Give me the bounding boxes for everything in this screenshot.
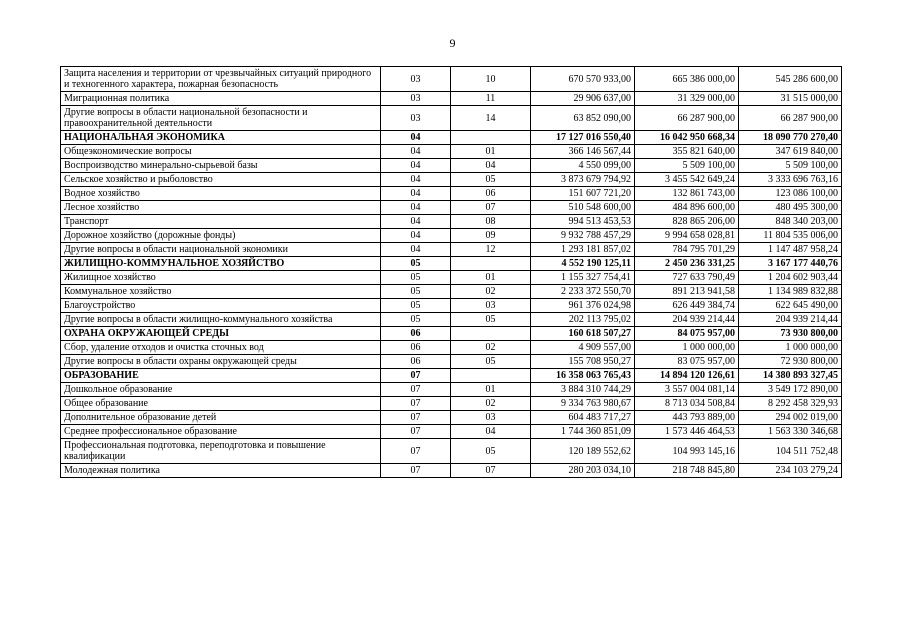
amount-year-1: 1 744 360 851,09 [531,425,635,439]
amount-year-1: 604 483 717,27 [531,411,635,425]
section-code: 06 [381,341,451,355]
amount-year-1: 670 570 933,00 [531,67,635,92]
table-row [61,355,842,369]
section-code: 05 [381,271,451,285]
row-name: ОБРАЗОВАНИЕ [61,369,381,383]
row-name: Коммунальное хозяйство [61,285,381,299]
table-row [61,173,842,187]
amount-year-1: 3 884 310 744,29 [531,383,635,397]
amount-year-3: 848 340 203,00 [739,215,842,229]
amount-year-3: 1 204 602 903,44 [739,271,842,285]
amount-year-1: 9 932 788 457,29 [531,229,635,243]
section-code: 07 [381,425,451,439]
amount-year-1: 510 548 600,00 [531,201,635,215]
subsection-code: 08 [451,215,531,229]
row-name: Другие вопросы в области национальной экономики [61,243,381,257]
amount-year-2: 83 075 957,00 [635,355,739,369]
amount-year-3: 234 103 279,24 [739,464,842,478]
amount-year-1: 120 189 552,62 [531,439,635,464]
subsection-code: 05 [451,439,531,464]
amount-year-2: 66 287 900,00 [635,106,739,131]
row-name: Общее образование [61,397,381,411]
table-row [61,397,842,411]
subsection-code: 05 [451,355,531,369]
section-total-row [61,257,842,271]
amount-year-1: 280 203 034,10 [531,464,635,478]
amount-year-2: 443 793 889,00 [635,411,739,425]
amount-year-1: 16 358 063 765,43 [531,369,635,383]
subsection-code: 01 [451,383,531,397]
amount-year-3: 1 134 989 832,88 [739,285,842,299]
budget-table [60,66,842,478]
row-name: Общеэкономические вопросы [61,145,381,159]
table-row [61,243,842,257]
amount-year-1: 366 146 567,44 [531,145,635,159]
row-name: Среднее профессиональное образование [61,425,381,439]
section-code: 04 [381,187,451,201]
row-name: Защита населения и территории от чрезвычайных ситуаций природного и техногенного характера, пожарная безопасность [61,67,381,92]
section-code: 07 [381,397,451,411]
row-name: Дошкольное образование [61,383,381,397]
section-code: 04 [381,201,451,215]
section-code: 07 [381,411,451,425]
amount-year-2: 484 896 600,00 [635,201,739,215]
table-row [61,229,842,243]
amount-year-1: 1 293 181 857,02 [531,243,635,257]
amount-year-3: 8 292 458 329,93 [739,397,842,411]
amount-year-3: 622 645 490,00 [739,299,842,313]
table-row [61,425,842,439]
amount-year-3: 5 509 100,00 [739,159,842,173]
table-row [61,285,842,299]
row-name: Лесное хозяйство [61,201,381,215]
amount-year-3: 347 619 840,00 [739,145,842,159]
amount-year-2: 132 861 743,00 [635,187,739,201]
amount-year-2: 14 894 120 126,61 [635,369,739,383]
section-total-row [61,131,842,145]
amount-year-2: 828 865 206,00 [635,215,739,229]
row-name: Молодежная политика [61,464,381,478]
amount-year-2: 355 821 640,00 [635,145,739,159]
amount-year-2: 31 329 000,00 [635,92,739,106]
table-row [61,271,842,285]
amount-year-1: 151 607 721,20 [531,187,635,201]
amount-year-3: 14 380 893 327,45 [739,369,842,383]
amount-year-3: 204 939 214,44 [739,313,842,327]
table-row [61,299,842,313]
table-row [61,106,842,131]
amount-year-2: 1 000 000,00 [635,341,739,355]
section-code: 06 [381,327,451,341]
section-code: 04 [381,243,451,257]
page-number: 9 [449,36,456,50]
table-row [61,201,842,215]
row-name: Другие вопросы в области национальной безопасности и правоохранительной деятельности [61,106,381,131]
amount-year-1: 3 873 679 794,92 [531,173,635,187]
subsection-code: 05 [451,173,531,187]
row-name: Дорожное хозяйство (дорожные фонды) [61,229,381,243]
amount-year-1: 1 155 327 754,41 [531,271,635,285]
amount-year-3: 73 930 800,00 [739,327,842,341]
amount-year-2: 104 993 145,16 [635,439,739,464]
section-code: 06 [381,355,451,369]
amount-year-2: 9 994 658 028,81 [635,229,739,243]
amount-year-2: 665 386 000,00 [635,67,739,92]
subsection-code: 04 [451,159,531,173]
amount-year-1: 2 233 372 550,70 [531,285,635,299]
table-row [61,313,842,327]
row-name: Сельское хозяйство и рыболовство [61,173,381,187]
amount-year-1: 4 909 557,00 [531,341,635,355]
amount-year-2: 204 939 214,44 [635,313,739,327]
amount-year-1: 63 852 090,00 [531,106,635,131]
amount-year-3: 66 287 900,00 [739,106,842,131]
amount-year-1: 160 618 507,27 [531,327,635,341]
section-code: 07 [381,439,451,464]
amount-year-3: 18 090 770 270,40 [739,131,842,145]
amount-year-1: 9 334 763 980,67 [531,397,635,411]
row-name: Жилищное хозяйство [61,271,381,285]
section-code: 05 [381,257,451,271]
amount-year-2: 784 795 701,29 [635,243,739,257]
table-row [61,411,842,425]
subsection-code: 14 [451,106,531,131]
row-name: Благоустройство [61,299,381,313]
amount-year-2: 1 573 446 464,53 [635,425,739,439]
amount-year-3: 3 167 177 440,76 [739,257,842,271]
section-code: 05 [381,313,451,327]
section-code: 04 [381,145,451,159]
row-name: Сбор, удаление отходов и очистка сточных вод [61,341,381,355]
subsection-code: 10 [451,67,531,92]
section-code: 07 [381,383,451,397]
section-total-row [61,327,842,341]
table-row [61,92,842,106]
subsection-code: 02 [451,285,531,299]
section-code: 04 [381,131,451,145]
amount-year-1: 155 708 950,27 [531,355,635,369]
section-total-row [61,369,842,383]
table-row [61,439,842,464]
row-name: ОХРАНА ОКРУЖАЮЩЕЙ СРЕДЫ [61,327,381,341]
subsection-code [451,327,531,341]
amount-year-3: 104 511 752,48 [739,439,842,464]
table-row [61,383,842,397]
subsection-code: 07 [451,464,531,478]
amount-year-3: 480 495 300,00 [739,201,842,215]
row-name: Дополнительное образование детей [61,411,381,425]
amount-year-3: 31 515 000,00 [739,92,842,106]
amount-year-2: 891 213 941,58 [635,285,739,299]
subsection-code [451,369,531,383]
row-name: Другие вопросы в области охраны окружающей среды [61,355,381,369]
amount-year-3: 72 930 800,00 [739,355,842,369]
section-code: 04 [381,173,451,187]
amount-year-2: 8 713 034 508,84 [635,397,739,411]
table-row [61,67,842,92]
row-name: Миграционная политика [61,92,381,106]
row-name: НАЦИОНАЛЬНАЯ ЭКОНОМИКА [61,131,381,145]
row-name: Другие вопросы в области жилищно-коммунального хозяйства [61,313,381,327]
amount-year-1: 994 513 453,53 [531,215,635,229]
amount-year-1: 4 552 190 125,11 [531,257,635,271]
section-code: 04 [381,215,451,229]
amount-year-2: 5 509 100,00 [635,159,739,173]
amount-year-2: 218 748 845,80 [635,464,739,478]
section-code: 07 [381,464,451,478]
amount-year-3: 1 000 000,00 [739,341,842,355]
subsection-code [451,257,531,271]
section-code: 03 [381,67,451,92]
amount-year-3: 123 086 100,00 [739,187,842,201]
amount-year-3: 1 147 487 958,24 [739,243,842,257]
table-row [61,464,842,478]
amount-year-2: 3 455 542 649,24 [635,173,739,187]
subsection-code [451,131,531,145]
subsection-code: 05 [451,313,531,327]
amount-year-3: 3 549 172 890,00 [739,383,842,397]
amount-year-3: 11 804 535 006,00 [739,229,842,243]
row-name: ЖИЛИЩНО-КОММУНАЛЬНОЕ ХОЗЯЙСТВО [61,257,381,271]
amount-year-2: 84 075 957,00 [635,327,739,341]
amount-year-2: 2 450 236 331,25 [635,257,739,271]
amount-year-1: 202 113 795,02 [531,313,635,327]
subsection-code: 02 [451,341,531,355]
row-name: Профессиональная подготовка, переподготовка и повышение квалификации [61,439,381,464]
table-row [61,159,842,173]
section-code: 04 [381,159,451,173]
amount-year-3: 545 286 600,00 [739,67,842,92]
subsection-code: 07 [451,201,531,215]
row-name: Транспорт [61,215,381,229]
amount-year-1: 17 127 016 550,40 [531,131,635,145]
section-code: 07 [381,369,451,383]
amount-year-3: 1 563 330 346,68 [739,425,842,439]
amount-year-2: 16 042 950 668,34 [635,131,739,145]
section-code: 04 [381,229,451,243]
amount-year-1: 961 376 024,98 [531,299,635,313]
subsection-code: 06 [451,187,531,201]
amount-year-1: 29 906 637,00 [531,92,635,106]
amount-year-2: 3 557 004 081,14 [635,383,739,397]
subsection-code: 02 [451,397,531,411]
subsection-code: 03 [451,411,531,425]
subsection-code: 12 [451,243,531,257]
amount-year-2: 727 633 790,49 [635,271,739,285]
amount-year-1: 4 550 099,00 [531,159,635,173]
amount-year-2: 626 449 384,74 [635,299,739,313]
table-row [61,215,842,229]
amount-year-3: 3 333 696 763,16 [739,173,842,187]
row-name: Водное хозяйство [61,187,381,201]
subsection-code: 04 [451,425,531,439]
section-code: 03 [381,92,451,106]
subsection-code: 01 [451,145,531,159]
subsection-code: 01 [451,271,531,285]
table-row [61,145,842,159]
section-code: 05 [381,285,451,299]
section-code: 03 [381,106,451,131]
budget-table-body [61,67,842,478]
subsection-code: 11 [451,92,531,106]
row-name: Воспроизводство минерально-сырьевой базы [61,159,381,173]
amount-year-3: 294 002 019,00 [739,411,842,425]
table-row [61,187,842,201]
subsection-code: 03 [451,299,531,313]
subsection-code: 09 [451,229,531,243]
table-row [61,341,842,355]
section-code: 05 [381,299,451,313]
